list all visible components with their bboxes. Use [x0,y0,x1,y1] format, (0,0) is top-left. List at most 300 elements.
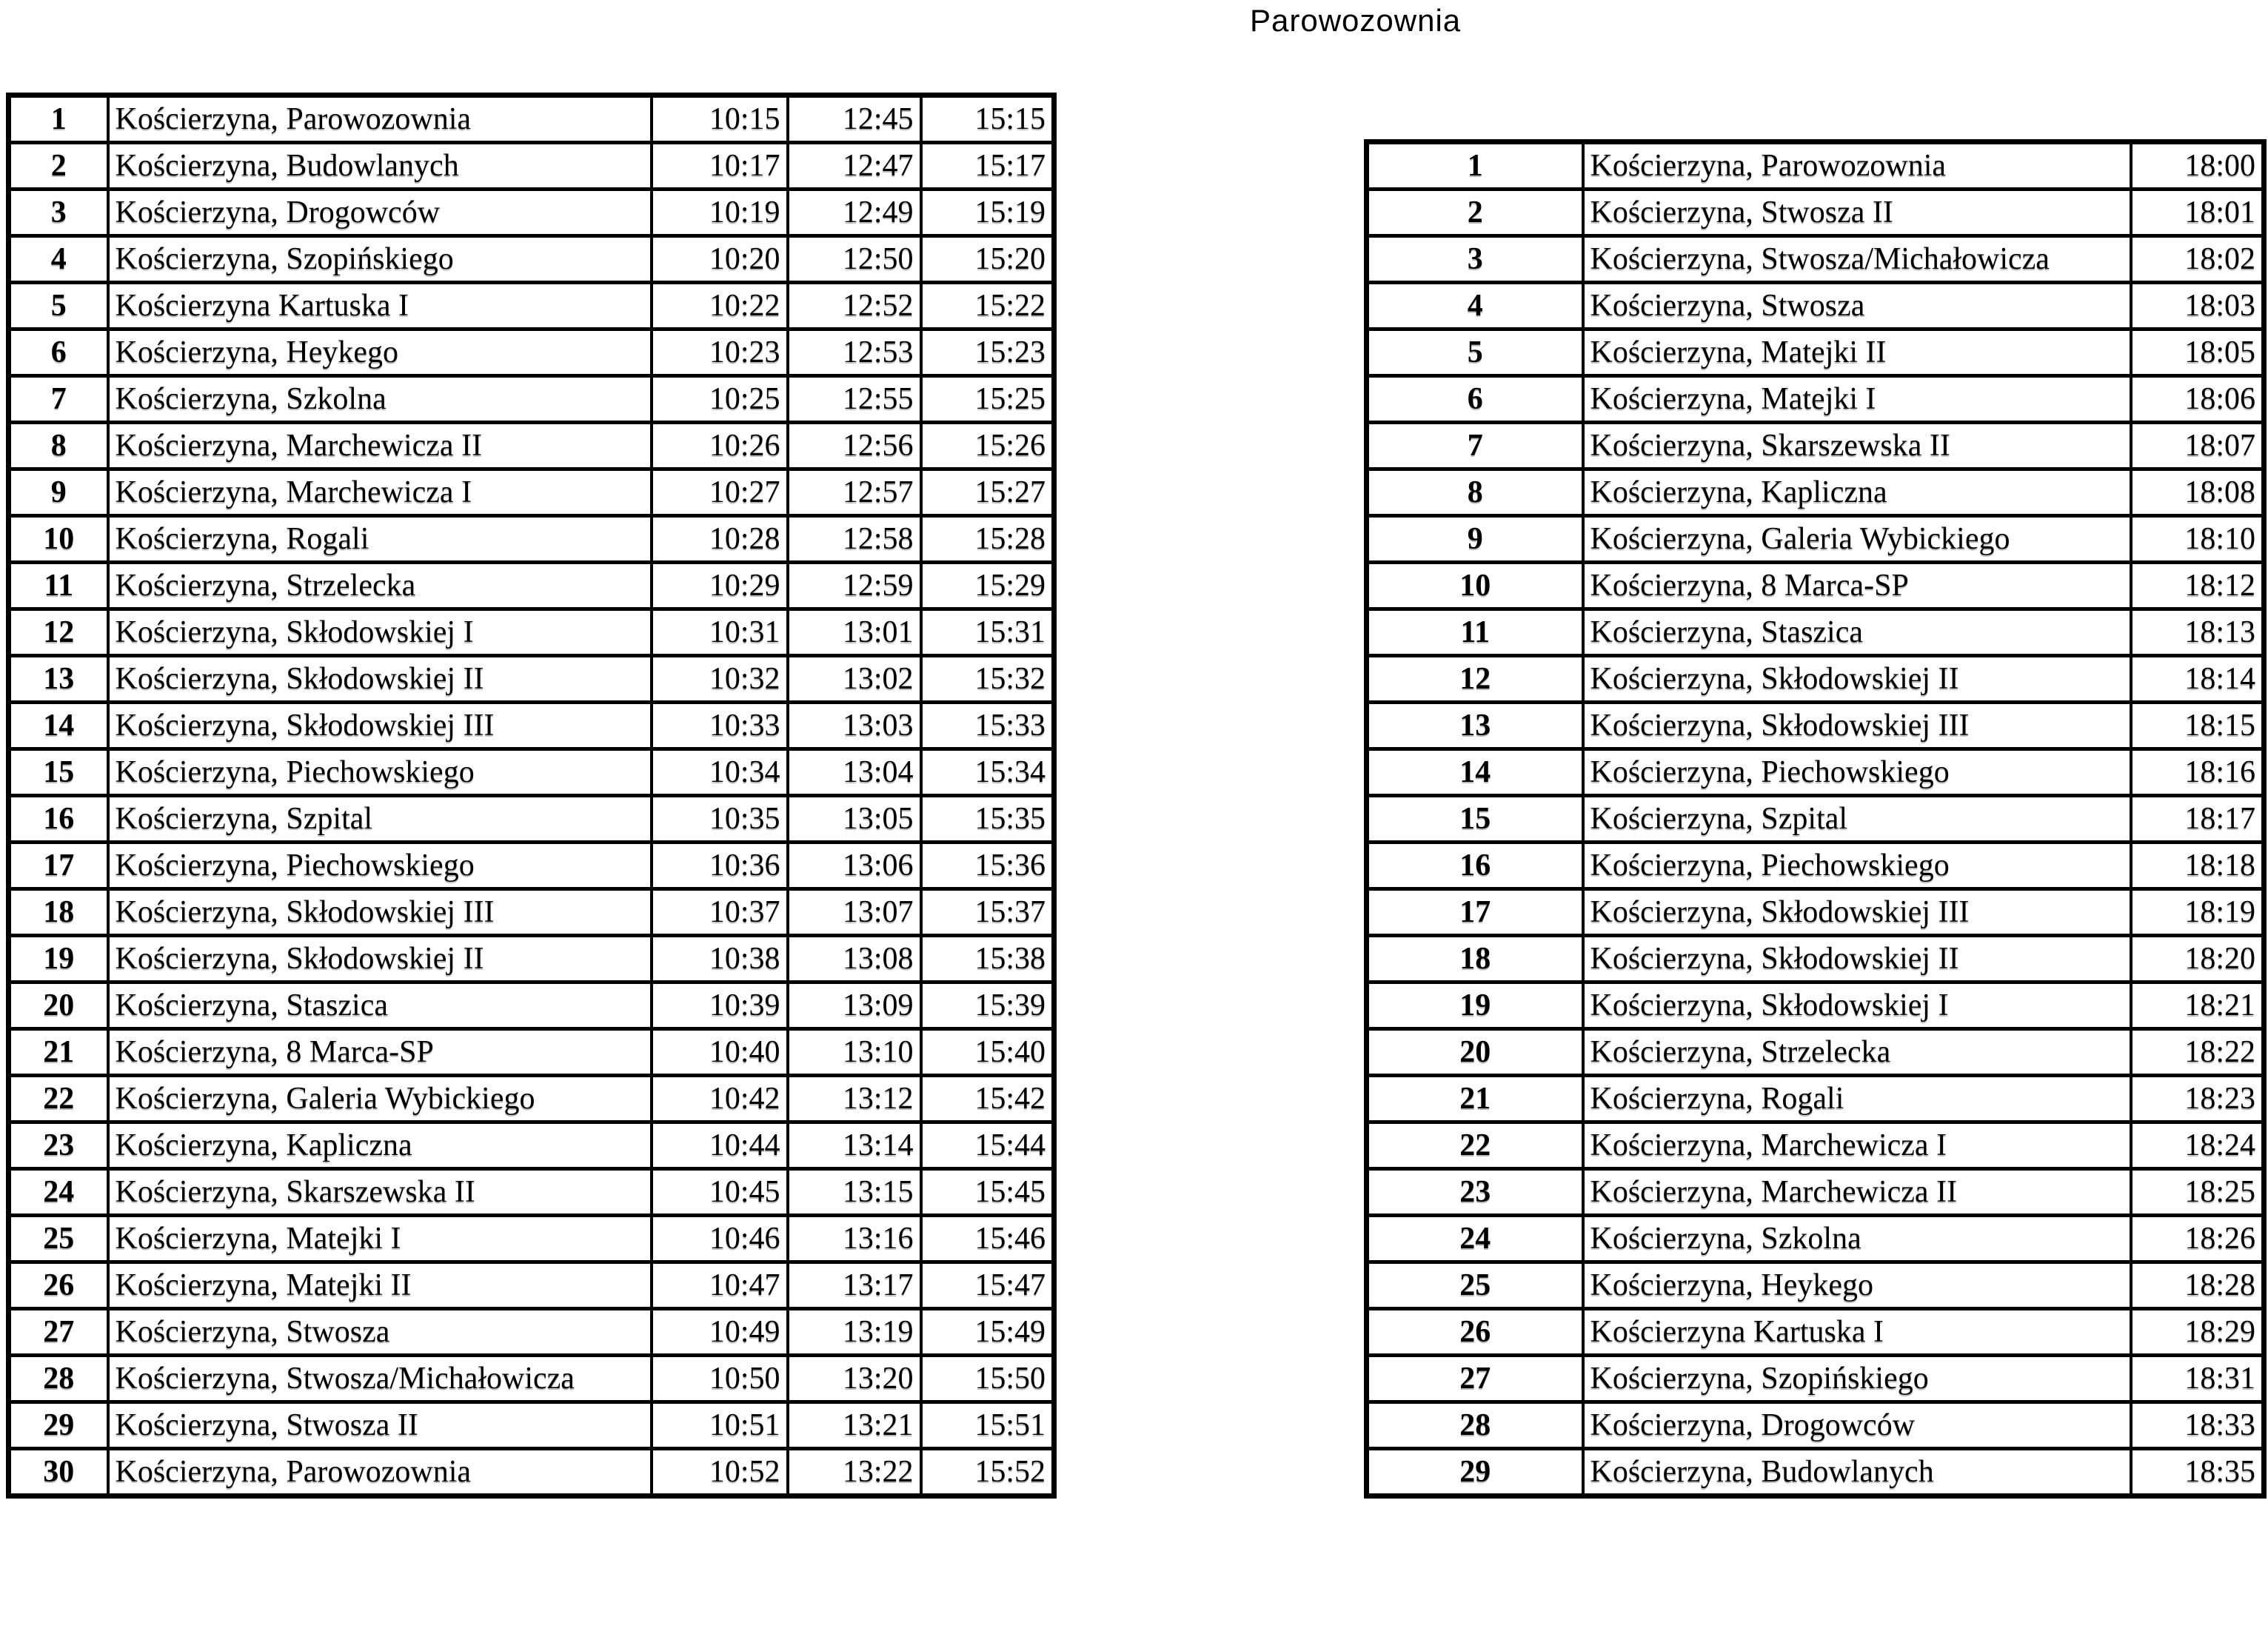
stop-number: 7 [1367,423,1583,469]
departure-time: 15:37 [921,889,1054,936]
table-row [9,1216,1054,1262]
departure-time: 13:09 [788,982,921,1029]
departure-time: 10:32 [652,656,788,703]
stop-number: 27 [1367,1356,1583,1402]
stop-name: Kościerzyna, Galeria Wybickiego [108,1076,652,1122]
stop-name: Kościerzyna, Skarszewska II [108,1169,652,1216]
stop-name: Kościerzyna, Szpital [1583,796,2131,843]
stop-name: Kościerzyna, Matejki II [1583,329,2131,376]
stop-name: Kościerzyna Kartuska I [1583,1309,2131,1356]
departure-time: 12:55 [788,376,921,423]
departure-time: 18:19 [2131,889,2264,936]
table-row [1367,1449,2264,1496]
departure-time: 13:15 [788,1169,921,1216]
table-row [9,1029,1054,1076]
table-row [1367,469,2264,516]
table-row [1367,1356,2264,1402]
departure-time: 18:17 [2131,796,2264,843]
departure-time: 10:34 [652,749,788,796]
stop-name: Kościerzyna, Drogowców [108,190,652,236]
departure-time: 10:29 [652,563,788,609]
table-row [9,1402,1054,1449]
departure-time: 15:26 [921,423,1054,469]
stop-number: 20 [9,982,108,1029]
stop-number: 21 [1367,1076,1583,1122]
stop-name: Kościerzyna, Piechowskiego [1583,843,2131,889]
table-row [1367,1402,2264,1449]
stop-number: 17 [1367,889,1583,936]
departure-time: 13:17 [788,1262,921,1309]
stop-name: Kościerzyna, Stwosza II [108,1402,652,1449]
stop-name: Kościerzyna, Budowlanych [108,143,652,190]
stop-name: Kościerzyna, Rogali [108,516,652,563]
stop-number: 9 [9,469,108,516]
table-row [1367,1122,2264,1169]
stop-number: 2 [9,143,108,190]
departure-time: 15:44 [921,1122,1054,1169]
stop-number: 11 [1367,609,1583,656]
departure-time: 18:18 [2131,843,2264,889]
departure-time: 10:19 [652,190,788,236]
stop-name: Kościerzyna, Szopińskiego [1583,1356,2131,1402]
stop-number: 24 [9,1169,108,1216]
stop-name: Kościerzyna, Skłodowskiej I [108,609,652,656]
table-row [1367,236,2264,283]
table-row [9,703,1054,749]
departure-time: 10:26 [652,423,788,469]
departure-time: 13:14 [788,1122,921,1169]
departure-time: 12:52 [788,283,921,329]
stop-name: Kościerzyna, Staszica [108,982,652,1029]
stop-name: Kościerzyna, Skłodowskiej III [1583,889,2131,936]
departure-time: 12:57 [788,469,921,516]
stop-name: Kościerzyna, Heykego [1583,1262,2131,1309]
stop-number: 15 [9,749,108,796]
stop-number: 3 [1367,236,1583,283]
table-row [1367,656,2264,703]
departure-time: 10:46 [652,1216,788,1262]
departure-time: 13:01 [788,609,921,656]
table-row [9,423,1054,469]
departure-time: 15:45 [921,1169,1054,1216]
stop-number: 5 [1367,329,1583,376]
table-row [9,96,1054,143]
departure-time: 15:52 [921,1449,1054,1496]
stop-number: 22 [1367,1122,1583,1169]
stop-number: 6 [1367,376,1583,423]
stop-number: 29 [1367,1449,1583,1496]
departure-time: 10:47 [652,1262,788,1309]
departure-time: 13:05 [788,796,921,843]
stop-number: 22 [9,1076,108,1122]
stop-number: 1 [1367,142,1583,190]
stop-number: 2 [1367,190,1583,236]
table-row [9,1262,1054,1309]
departure-time: 18:23 [2131,1076,2264,1122]
departure-time: 15:33 [921,703,1054,749]
departure-time: 15:22 [921,283,1054,329]
departure-time: 18:16 [2131,749,2264,796]
stop-name: Kościerzyna, Parowozownia [1583,142,2131,190]
departure-time: 13:12 [788,1076,921,1122]
stop-number: 28 [1367,1402,1583,1449]
departure-time: 13:03 [788,703,921,749]
departure-time: 15:15 [921,96,1054,143]
departure-time: 15:49 [921,1309,1054,1356]
departure-time: 18:24 [2131,1122,2264,1169]
departure-time: 10:15 [652,96,788,143]
stop-name: Kościerzyna, Skłodowskiej III [108,703,652,749]
departure-time: 12:53 [788,329,921,376]
departure-time: 10:33 [652,703,788,749]
departure-time: 15:50 [921,1356,1054,1402]
stop-number: 25 [1367,1262,1583,1309]
table-row [9,1122,1054,1169]
table-row [9,283,1054,329]
table-row [1367,516,2264,563]
departure-time: 15:25 [921,376,1054,423]
stop-name: Kościerzyna, Piechowskiego [108,843,652,889]
departure-time: 15:35 [921,796,1054,843]
timetable-evening [1364,139,2267,1499]
departure-time: 12:50 [788,236,921,283]
table-row [9,749,1054,796]
departure-time: 12:58 [788,516,921,563]
stop-name: Kościerzyna, 8 Marca-SP [108,1029,652,1076]
departure-time: 15:36 [921,843,1054,889]
departure-time: 10:17 [652,143,788,190]
departure-time: 12:59 [788,563,921,609]
departure-time: 18:00 [2131,142,2264,190]
table-row [9,1309,1054,1356]
departure-time: 18:31 [2131,1356,2264,1402]
table-row [1367,1076,2264,1122]
departure-time: 10:39 [652,982,788,1029]
stop-number: 12 [9,609,108,656]
departure-time: 13:06 [788,843,921,889]
departure-time: 15:32 [921,656,1054,703]
stop-number: 24 [1367,1216,1583,1262]
departure-time: 18:22 [2131,1029,2264,1076]
departure-time: 18:21 [2131,982,2264,1029]
timetable-morning-afternoon-body [9,96,1054,1496]
stop-number: 4 [1367,283,1583,329]
departure-time: 18:14 [2131,656,2264,703]
stop-number: 23 [1367,1169,1583,1216]
departure-time: 15:20 [921,236,1054,283]
stop-name: Kościerzyna, Stwosza/Michałowicza [1583,236,2131,283]
stop-number: 14 [9,703,108,749]
departure-time: 10:40 [652,1029,788,1076]
stop-number: 12 [1367,656,1583,703]
table-row [1367,796,2264,843]
departure-time: 10:49 [652,1309,788,1356]
table-row [1367,1029,2264,1076]
departure-time: 15:28 [921,516,1054,563]
departure-time: 18:29 [2131,1309,2264,1356]
table-row [1367,423,2264,469]
stop-number: 19 [9,936,108,982]
stop-number: 3 [9,190,108,236]
stop-number: 20 [1367,1029,1583,1076]
stop-number: 25 [9,1216,108,1262]
departure-time: 13:16 [788,1216,921,1262]
stop-name: Kościerzyna, Parowozownia [108,1449,652,1496]
stop-name: Kościerzyna, Galeria Wybickiego [1583,516,2131,563]
stop-name: Kościerzyna, Piechowskiego [108,749,652,796]
table-row [9,796,1054,843]
departure-time: 10:42 [652,1076,788,1122]
table-row [1367,283,2264,329]
departure-time: 15:34 [921,749,1054,796]
stop-number: 19 [1367,982,1583,1029]
departure-time: 13:10 [788,1029,921,1076]
departure-time: 13:22 [788,1449,921,1496]
stop-name: Kościerzyna, Budowlanych [1583,1449,2131,1496]
stop-name: Kościerzyna, 8 Marca-SP [1583,563,2131,609]
departure-time: 15:42 [921,1076,1054,1122]
table-row [1367,889,2264,936]
table-row [1367,190,2264,236]
stop-name: Kościerzyna Kartuska I [108,283,652,329]
departure-time: 18:26 [2131,1216,2264,1262]
departure-time: 10:50 [652,1356,788,1402]
departure-time: 15:47 [921,1262,1054,1309]
table-row [1367,1309,2264,1356]
table-row [1367,329,2264,376]
table-row [1367,703,2264,749]
departure-time: 10:35 [652,796,788,843]
stop-name: Kościerzyna, Matejki I [1583,376,2131,423]
stop-number: 17 [9,843,108,889]
table-row [9,1169,1054,1216]
table-row [9,469,1054,516]
stop-name: Kościerzyna, Kapliczna [108,1122,652,1169]
table-row [1367,936,2264,982]
table-row [1367,749,2264,796]
stop-name: Kościerzyna, Staszica [1583,609,2131,656]
stop-number: 14 [1367,749,1583,796]
table-row [1367,1262,2264,1309]
stop-name: Kościerzyna, Szkolna [1583,1216,2131,1262]
departure-time: 15:51 [921,1402,1054,1449]
timetable-evening-body [1367,142,2264,1496]
departure-time: 13:04 [788,749,921,796]
stop-name: Kościerzyna, Stwosza [1583,283,2131,329]
table-row [9,1449,1054,1496]
stop-name: Kościerzyna, Marchewicza II [1583,1169,2131,1216]
stop-number: 18 [9,889,108,936]
table-row [1367,142,2264,190]
stop-name: Kościerzyna, Matejki I [108,1216,652,1262]
stop-name: Kościerzyna, Drogowców [1583,1402,2131,1449]
departure-time: 10:22 [652,283,788,329]
departure-time: 10:25 [652,376,788,423]
stop-number: 23 [9,1122,108,1169]
table-row [1367,609,2264,656]
stop-number: 21 [9,1029,108,1076]
departure-time: 10:37 [652,889,788,936]
table-row [1367,843,2264,889]
stop-number: 16 [9,796,108,843]
stop-name: Kościerzyna, Parowozownia [108,96,652,143]
stop-number: 8 [1367,469,1583,516]
timetable-morning-afternoon [6,93,1057,1499]
stop-name: Kościerzyna, Stwosza/Michałowicza [108,1356,652,1402]
table-row [1367,982,2264,1029]
stop-number: 7 [9,376,108,423]
stop-name: Kościerzyna, Stwosza II [1583,190,2131,236]
departure-time: 13:20 [788,1356,921,1402]
departure-time: 15:39 [921,982,1054,1029]
departure-time: 10:45 [652,1169,788,1216]
stop-name: Kościerzyna, Marchewicza II [108,423,652,469]
departure-time: 18:01 [2131,190,2264,236]
stop-name: Kościerzyna, Skłodowskiej III [108,889,652,936]
stop-number: 9 [1367,516,1583,563]
departure-time: 18:10 [2131,516,2264,563]
departure-time: 18:07 [2131,423,2264,469]
departure-time: 18:28 [2131,1262,2264,1309]
page-title: Parowozownia [1250,3,1462,38]
departure-time: 10:31 [652,609,788,656]
table-row [9,516,1054,563]
table-row [1367,1169,2264,1216]
departure-time: 15:23 [921,329,1054,376]
stop-name: Kościerzyna, Skłodowskiej I [1583,982,2131,1029]
stop-number: 1 [9,96,108,143]
departure-time: 18:15 [2131,703,2264,749]
departure-time: 15:17 [921,143,1054,190]
stop-name: Kościerzyna, Skłodowskiej II [108,936,652,982]
stop-number: 6 [9,329,108,376]
departure-time: 12:56 [788,423,921,469]
stop-number: 16 [1367,843,1583,889]
table-row [1367,376,2264,423]
departure-time: 15:19 [921,190,1054,236]
departure-time: 12:45 [788,96,921,143]
departure-time: 15:38 [921,936,1054,982]
departure-time: 18:06 [2131,376,2264,423]
departure-time: 13:21 [788,1402,921,1449]
departure-time: 10:20 [652,236,788,283]
departure-time: 15:29 [921,563,1054,609]
departure-time: 10:28 [652,516,788,563]
table-row [9,656,1054,703]
departure-time: 12:49 [788,190,921,236]
stop-name: Kościerzyna, Stwosza [108,1309,652,1356]
stop-name: Kościerzyna, Piechowskiego [1583,749,2131,796]
departure-time: 18:03 [2131,283,2264,329]
stop-number: 18 [1367,936,1583,982]
table-row [9,236,1054,283]
departure-time: 15:31 [921,609,1054,656]
departure-time: 18:12 [2131,563,2264,609]
departure-time: 15:40 [921,1029,1054,1076]
stop-name: Kościerzyna, Heykego [108,329,652,376]
stop-number: 8 [9,423,108,469]
stop-number: 11 [9,563,108,609]
table-row [9,329,1054,376]
stop-name: Kościerzyna, Skarszewska II [1583,423,2131,469]
stop-name: Kościerzyna, Skłodowskiej II [1583,656,2131,703]
departure-time: 10:44 [652,1122,788,1169]
departure-time: 10:27 [652,469,788,516]
stop-name: Kościerzyna, Skłodowskiej II [108,656,652,703]
stop-name: Kościerzyna, Strzelecka [1583,1029,2131,1076]
departure-time: 13:19 [788,1309,921,1356]
stop-number: 10 [1367,563,1583,609]
departure-time: 18:08 [2131,469,2264,516]
departure-time: 18:25 [2131,1169,2264,1216]
table-row [1367,1216,2264,1262]
departure-time: 12:47 [788,143,921,190]
table-row [9,143,1054,190]
stop-number: 30 [9,1449,108,1496]
stop-name: Kościerzyna, Strzelecka [108,563,652,609]
departure-time: 10:52 [652,1449,788,1496]
departure-time: 10:36 [652,843,788,889]
stop-name: Kościerzyna, Skłodowskiej III [1583,703,2131,749]
departure-time: 13:08 [788,936,921,982]
stop-name: Kościerzyna, Marchewicza I [108,469,652,516]
departure-time: 10:38 [652,936,788,982]
table-row [9,936,1054,982]
departure-time: 15:27 [921,469,1054,516]
table-row [9,190,1054,236]
departure-time: 13:07 [788,889,921,936]
table-row [9,1356,1054,1402]
stop-name: Kościerzyna, Rogali [1583,1076,2131,1122]
departure-time: 13:02 [788,656,921,703]
stop-name: Kościerzyna, Skłodowskiej II [1583,936,2131,982]
departure-time: 15:46 [921,1216,1054,1262]
departure-time: 18:05 [2131,329,2264,376]
departure-time: 18:02 [2131,236,2264,283]
stop-name: Kościerzyna, Szpital [108,796,652,843]
stop-number: 29 [9,1402,108,1449]
table-row [9,376,1054,423]
departure-time: 18:20 [2131,936,2264,982]
stop-number: 5 [9,283,108,329]
table-row [9,563,1054,609]
table-row [9,982,1054,1029]
table-row [9,1076,1054,1122]
stop-number: 4 [9,236,108,283]
stop-number: 27 [9,1309,108,1356]
stop-name: Kościerzyna, Matejki II [108,1262,652,1309]
stop-name: Kościerzyna, Kapliczna [1583,469,2131,516]
table-row [9,609,1054,656]
table-row [9,889,1054,936]
stop-name: Kościerzyna, Szopińskiego [108,236,652,283]
stop-number: 26 [1367,1309,1583,1356]
stop-number: 28 [9,1356,108,1402]
stop-number: 10 [9,516,108,563]
departure-time: 18:13 [2131,609,2264,656]
stop-name: Kościerzyna, Szkolna [108,376,652,423]
departure-time: 18:33 [2131,1402,2264,1449]
stop-number: 15 [1367,796,1583,843]
table-row [9,843,1054,889]
stop-number: 13 [9,656,108,703]
stop-number: 13 [1367,703,1583,749]
table-row [1367,563,2264,609]
departure-time: 10:51 [652,1402,788,1449]
departure-time: 18:35 [2131,1449,2264,1496]
stop-name: Kościerzyna, Marchewicza I [1583,1122,2131,1169]
departure-time: 10:23 [652,329,788,376]
